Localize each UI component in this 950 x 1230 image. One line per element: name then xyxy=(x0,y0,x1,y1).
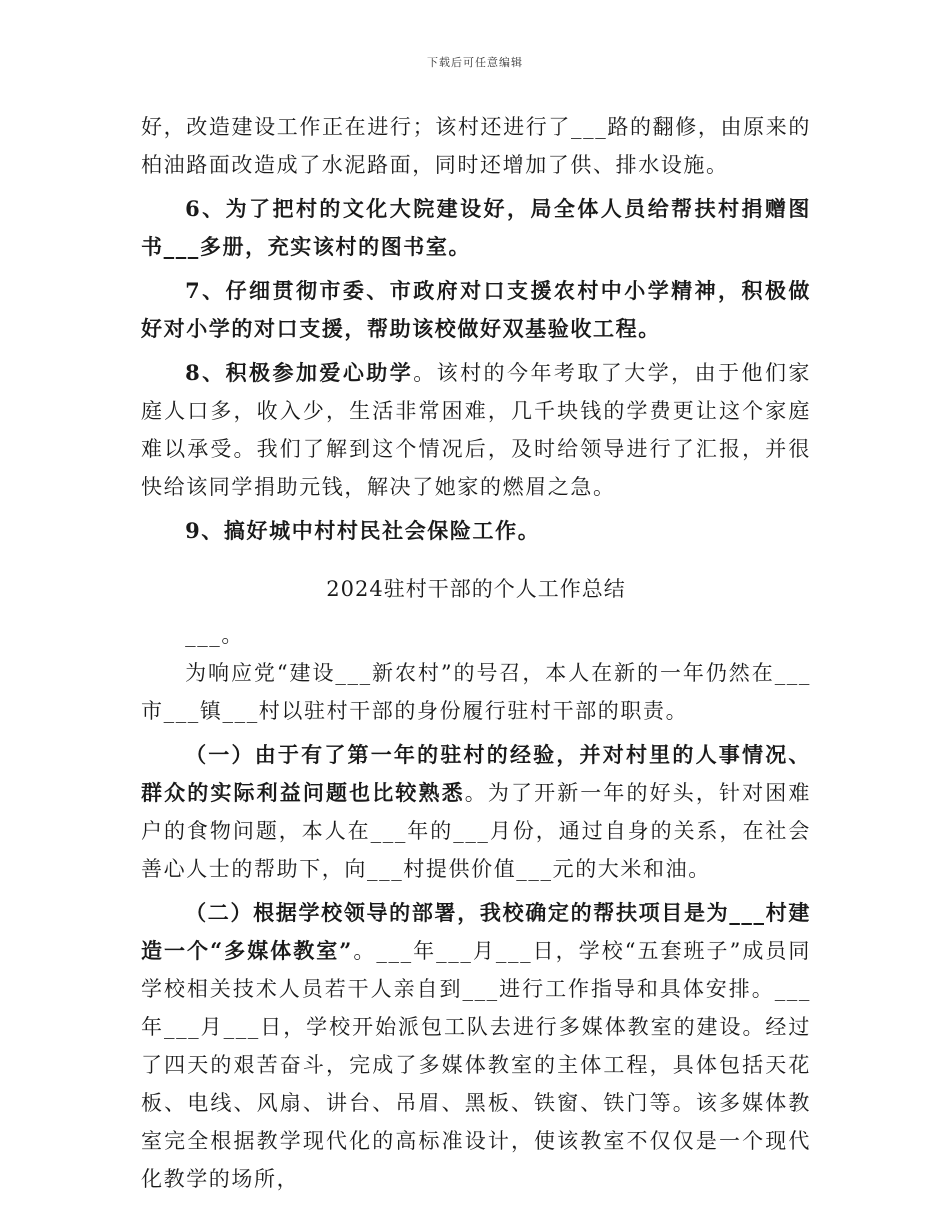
paragraph-continuation: 好，改造建设工作正在进行；该村还进行了___路的翻修，由原来的柏油路面改造成了水泥路面，同时还增加了供、排水设施。 xyxy=(141,115,811,177)
section-paragraph-two-body: 。___年___月___日，学校“五套班子”成员同学校相关技术人员若干人亲自到___进行工作指导和具体安排。___年___月___日，学校开始派包工队去进行多媒体教室的建设。经过了四天的艰苦奋斗，完成了多媒体教室的主体工程，具体包括天花板、电线、风扇、讲台、吊眉、黑板、铁窗、铁门等。该多媒体教室完全根据教学现代化的高标准设计，使该教室不仅仅是一个现代化教学的场所， xyxy=(141,939,811,1191)
item-8-body: 。该村的今年考取了大学，由于他们家庭人口多，收入少，生活非常困难，几千块钱的学费更让这个家庭难以承受。我们了解到这个情况后，及时给领导进行了汇报，并很快给该同学捐助元钱，解决了她家的燃眉之急。 xyxy=(141,361,811,499)
section-title: 2024驻村干部的个人工作总结 xyxy=(326,577,626,601)
item-8-student-aid xyxy=(141,354,811,506)
section-paragraph-two xyxy=(141,894,811,1198)
item-8-heading: 8、积极参加爱心助学 xyxy=(185,360,414,385)
item-6-library-donation: 6、为了把村的文化大院建设好，局全体人员给帮扶村捐赠图书___多册，充实该村的图书室。 xyxy=(141,196,811,259)
item-9-social-insurance: 9、搞好城中村村民社会保险工作。 xyxy=(185,518,541,543)
page-header: 下载后可任意编辑 xyxy=(427,56,523,69)
document-body xyxy=(141,108,811,1198)
section-intro-blank: ___。 xyxy=(185,623,244,647)
section-paragraph-response: 为响应党“建设___新农村”的号召，本人在新的一年仍然在___市___镇___村以驻村干部的身份履行驻村干部的职责。 xyxy=(141,661,811,723)
section-paragraph-two-heading: （二）根据学校领导的部署，我校确定的帮扶项目是为___村建造一个“多媒体教室” xyxy=(141,900,811,963)
item-7-school-support: 7、仔细贯彻市委、市政府对口支援农村中小学精神，积极做好对小学的对口支援，帮助该校做好双基验收工程。 xyxy=(141,278,811,341)
section-paragraph-one xyxy=(141,736,811,888)
section-paragraph-one-body: 。为了开新一年的好头，针对困难户的食物问题，本人在___年的___月份，通过自身的关系，在社会善心人士的帮助下，向___村提供价值___元的大米和油。 xyxy=(141,781,811,881)
section-paragraph-one-heading: （一）由于有了第一年的驻村的经验，并对村里的人事情况、群众的实际利益问题也比较熟悉 xyxy=(141,742,811,805)
